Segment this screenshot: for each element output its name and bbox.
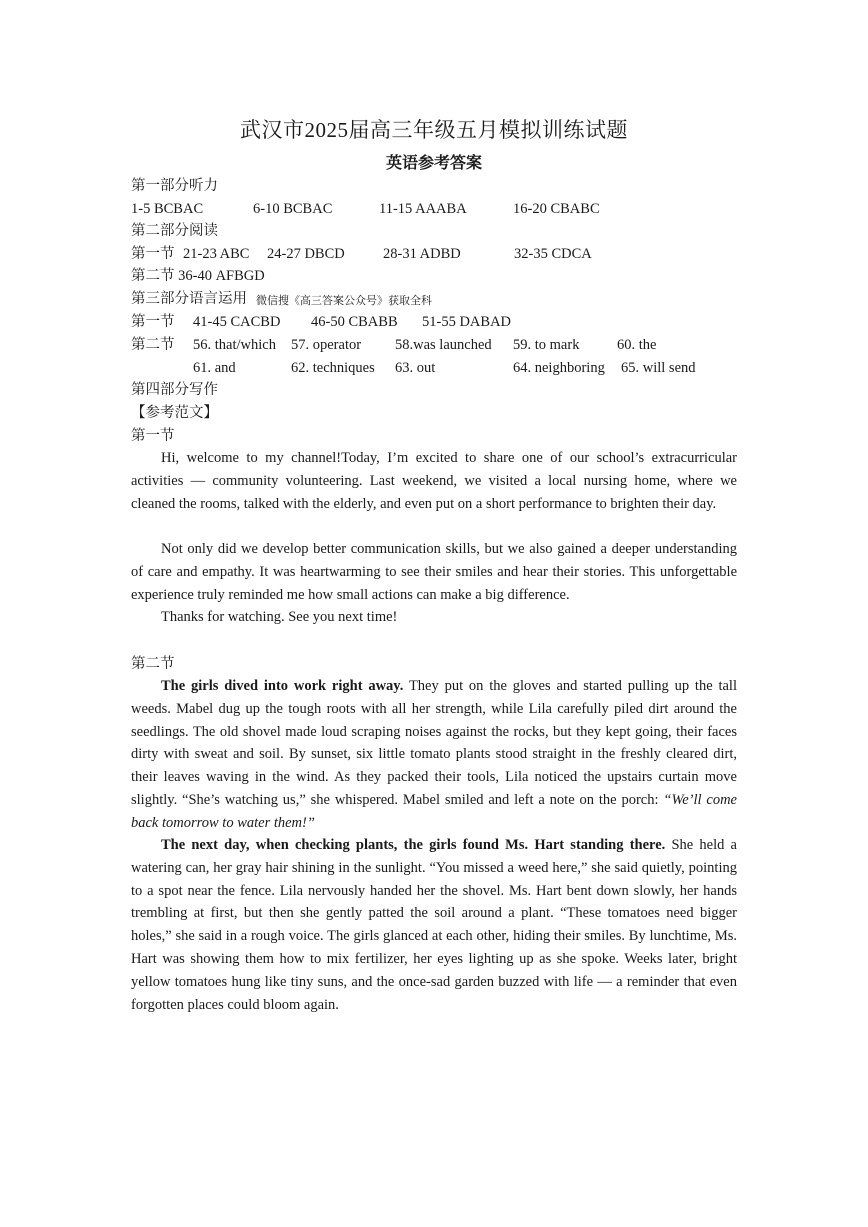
answer-group: 1-5 BCBAC [131, 201, 204, 217]
answer-item: 61. and [193, 360, 236, 376]
answer-item: 62. techniques [291, 360, 375, 376]
part4-heading: 第四部分写作 [131, 382, 218, 398]
note-quote: “We’ll come back tomorrow to water them!” [131, 791, 737, 831]
part2-section2: 第二节 36-40 AFBGD [131, 268, 265, 284]
essay-paragraph: Hi, welcome to my channel!Today, I’m excited to share one of our school’s extracurricular activities — community volunteering. Last weekend, we visited a local nursing home, where we cleaned the rooms, talked with the elderly, and even put on a short performance to brighten their day. [131, 450, 737, 512]
section-label: 第二节 [131, 337, 175, 353]
answer-group: 24-27 DBCD [267, 246, 345, 262]
page-subtitle: 英语参考答案 [385, 155, 482, 172]
answer-group: 32-35 CDCA [514, 246, 592, 262]
answer-group: 51-55 DABAD [422, 314, 512, 330]
part3-section1 [131, 313, 741, 331]
answer-item: 56. that/which [193, 337, 276, 353]
essay-paragraph: Thanks for watching. See you next time! [161, 609, 398, 625]
answer-group: 28-31 ADBD [383, 246, 461, 262]
answer-item: 59. to mark [513, 337, 580, 353]
answer-item: 58.was launched [395, 337, 492, 353]
paragraph-body: She held a watering can, her gray hair shining in the sunlight. “You missed a weed here,” she said quietly, pointing to a spot near the fence. Lila nervously handed her the shovel. Ms. Hart bent down slowly, her hands trembling at first, but then she gently patted the soil around a plant. “These tomatoes need bigger holes,” she said in a rough voice. The girls glanced at each other, hiding their smiles. By lunchtime, Ms. Hart was showing them how to mix fertilizer, her eyes lighting up as she spoke. Weeks later, bright yellow tomatoes hung like tiny suns, and the once-sad garden buzzed with life — a reminder that even forgotten places could bloom again. [131, 837, 737, 1013]
promo-note: 微信搜《高三答案公众号》获取全科 [256, 295, 432, 307]
answer-item: 65. will send [621, 360, 696, 376]
section-label: 第二节 [131, 656, 175, 672]
page-title: 武汉市2025届高三年级五月模拟训练试题 [240, 118, 628, 142]
answer-item: 60. the [617, 337, 657, 353]
part1-answers [131, 200, 741, 218]
paragraph-lead-sentence: The next day, when checking plants, the girls found Ms. Hart standing there. [161, 837, 666, 853]
answer-group: 16-20 CBABC [513, 201, 600, 217]
answer-item: 63. out [395, 360, 436, 376]
answer-group: 11-15 AAABA [379, 201, 467, 217]
essay-paragraph: Not only did we develop better communication skills, but we also gained a deeper understanding of care and empathy. It was heartwarming to see their smiles and hear their stories. This unforgettable experience truly reminded me how small actions can make a big difference. [131, 541, 737, 603]
part2-heading: 第二部分阅读 [131, 223, 218, 239]
reference-essay-label: 【参考范文】 [131, 405, 218, 421]
answer-item: 64. neighboring [513, 360, 605, 376]
paragraph-body: They put on the gloves and started pulling up the tall weeds. Mabel dug up the tough roots with all her strength, while Lila carefully piled dirt around the seedlings. The old shovel made loud scraping noises against the rocks, but they kept going, their faces dirty with sweat and soil. By sunset, six little tomato plants stood straight in the freshly cleared dirt, their leaves waving in the wind. As they packed their tools, Lila noticed the upstairs curtain move slightly. “She’s watching us,” she whispered. Mabel smiled and left a note on the porch: [131, 678, 737, 808]
section-label: 第一节 [131, 428, 175, 444]
section-label: 第一节 [131, 314, 175, 330]
part3-heading: 第三部分语言运用 [131, 291, 247, 307]
story-paragraph [131, 834, 737, 1016]
part3-heading-row [131, 290, 741, 308]
part3-section2-row1 [131, 336, 741, 354]
answer-group: 46-50 CBABB [311, 314, 398, 330]
paragraph-lead-sentence: The girls dived into work right away. [161, 678, 404, 694]
section-label: 第一节 [131, 246, 175, 262]
part2-section1 [131, 245, 741, 263]
answer-group: 21-23 ABC [183, 246, 250, 262]
story-paragraph [131, 675, 737, 835]
answer-item: 57. operator [291, 337, 362, 353]
answer-group: 41-45 CACBD [193, 314, 281, 330]
answer-group: 6-10 BCBAC [253, 201, 333, 217]
part3-section2-row2 [131, 359, 741, 377]
part1-heading: 第一部分听力 [131, 178, 218, 194]
